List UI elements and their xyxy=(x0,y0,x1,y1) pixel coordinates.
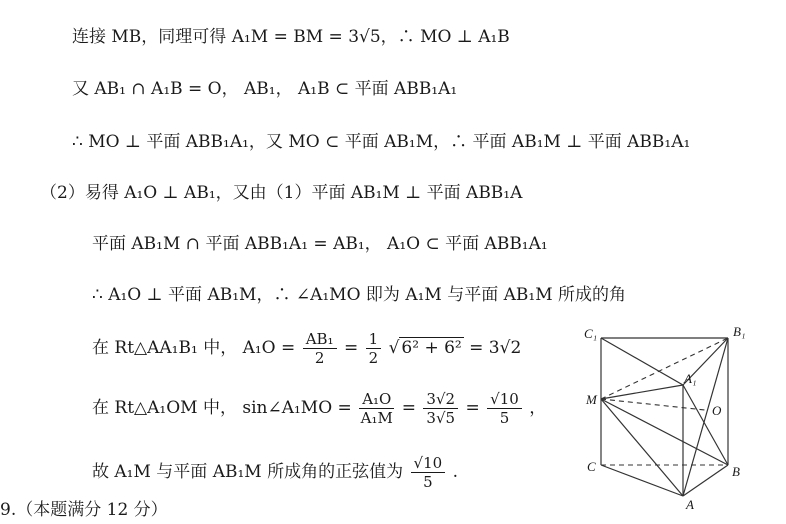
vertex-label-b: B xyxy=(732,464,740,479)
equals-sign: = xyxy=(343,338,359,358)
fraction-root10-over-5 xyxy=(411,454,446,491)
conclusion-text: 故 A₁M 与平面 AB₁M 所成角的正弦值为 xyxy=(92,462,404,482)
segment-m-a1 xyxy=(601,385,683,399)
fraction-denominator: 5 xyxy=(423,473,433,491)
conclusion-line xyxy=(92,452,458,492)
line-7-prefix: 在 Rt△AA₁B₁ 中， A₁O = xyxy=(92,338,296,358)
edge-a-b xyxy=(683,465,728,496)
fraction-ab1-over-2 xyxy=(303,330,337,367)
solution-line-6: ∴ A₁O ⊥ 平面 AB₁M，∴ ∠A₁MO 即为 A₁M 与平面 AB₁M 所成的角 xyxy=(92,285,627,305)
sqrt-radicand: 6² + 6² xyxy=(401,338,462,358)
fraction-3root2-over-3root5 xyxy=(423,390,458,427)
hidden-segment-m-o xyxy=(601,399,705,410)
line-8-prefix: 在 Rt△A₁OM 中， sin∠A₁MO = xyxy=(92,398,352,418)
fraction-numerator: AB₁ xyxy=(303,330,337,349)
segment-a1-b xyxy=(683,385,728,465)
edge-c1-a1 xyxy=(601,338,683,385)
fraction-a1o-over-a1m xyxy=(359,390,394,427)
fraction-numerator: 3√2 xyxy=(423,390,458,409)
solution-line-2: 又 AB₁ ∩ A₁B = O， AB₁， A₁B ⊂ 平面 ABB₁A₁ xyxy=(72,79,458,99)
line-7-result: = 3√2 xyxy=(469,338,522,358)
fraction-one-half xyxy=(366,330,382,367)
fraction-numerator: 1 xyxy=(366,330,382,349)
fraction-denominator: 3√5 xyxy=(426,409,456,427)
edge-c-a xyxy=(601,465,683,496)
conclusion-period: . xyxy=(452,462,458,482)
solution-line-7 xyxy=(92,328,521,368)
vertex-label-c: C xyxy=(587,459,596,474)
next-problem-heading: 9.（本题满分 12 分） xyxy=(0,500,168,520)
line-8-suffix: ， xyxy=(529,398,547,418)
vertex-label-c1: C₁ xyxy=(584,326,598,341)
segment-m-b xyxy=(601,399,728,465)
point-label-o: O xyxy=(712,403,722,418)
hidden-segment-m-b1 xyxy=(601,338,728,399)
fraction-root10-over-5 xyxy=(487,390,522,427)
equals-sign: = xyxy=(401,398,417,418)
part-2-heading: （2）易得 A₁O ⊥ AB₁，又由（1）平面 AB₁M ⊥ 平面 ABB₁A xyxy=(40,183,523,203)
solution-line-1: 连接 MB，同理可得 A₁M = BM = 3√5，∴ MO ⊥ A₁B xyxy=(72,27,510,47)
fraction-numerator: √10 xyxy=(487,390,522,409)
edge-a1-b1 xyxy=(683,338,728,385)
segment-m-a xyxy=(601,399,683,496)
solution-line-3: ∴ MO ⊥ 平面 ABB₁A₁，又 MO ⊂ 平面 AB₁M，∴ 平面 AB₁M ⊥ 平面 ABB₁A₁ xyxy=(72,132,691,152)
vertex-label-m: M xyxy=(586,392,597,407)
vertex-label-a: A xyxy=(686,497,694,512)
fraction-numerator: A₁O xyxy=(359,390,394,409)
fraction-denominator: 2 xyxy=(368,349,379,367)
fraction-denominator: A₁M xyxy=(360,409,393,427)
sqrt-sign: √ xyxy=(388,338,400,358)
fraction-denominator: 2 xyxy=(314,349,325,367)
vertex-label-b1: B₁ xyxy=(733,324,746,339)
fraction-denominator: 5 xyxy=(499,409,510,427)
equals-sign: = xyxy=(465,398,480,418)
solution-line-8 xyxy=(92,388,546,428)
vertex-label-a1: A₁ xyxy=(684,371,697,386)
segment-a-b1 xyxy=(683,338,728,496)
solution-line-5: 平面 AB₁M ∩ 平面 ABB₁A₁ = AB₁， A₁O ⊂ 平面 ABB₁A₁ xyxy=(92,234,548,254)
fraction-numerator: √10 xyxy=(411,454,446,473)
